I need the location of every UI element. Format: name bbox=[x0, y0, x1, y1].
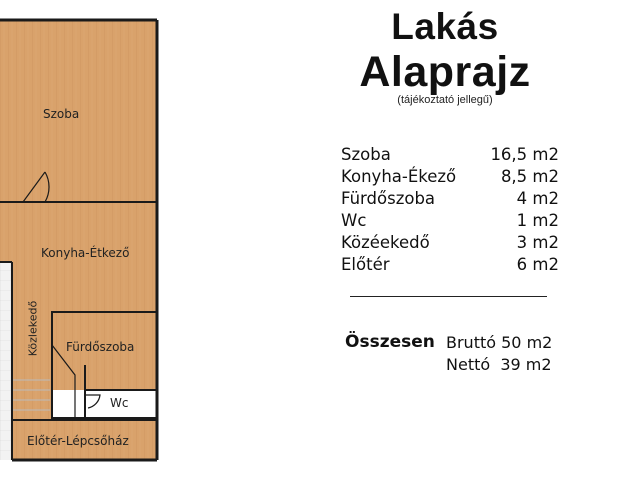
total-label: Összesen bbox=[345, 332, 435, 352]
area-name: Konyha-Ékező bbox=[341, 167, 457, 186]
room-label-furdoszoba: Fürdőszoba bbox=[66, 340, 135, 354]
area-name: Wc bbox=[341, 211, 367, 230]
area-value: 8,5 m2 bbox=[500, 167, 559, 186]
page-title-line1: Lakás bbox=[391, 6, 499, 47]
total-net: Nettó 39 m2 bbox=[446, 355, 552, 374]
area-row bbox=[341, 144, 559, 166]
area-table bbox=[341, 144, 559, 276]
room-furdoszoba-floor bbox=[52, 262, 157, 390]
area-value: 16,5 m2 bbox=[490, 145, 559, 164]
area-name: Közéekedő bbox=[341, 233, 430, 252]
floor-plan-drawing bbox=[0, 0, 170, 470]
room-label-eloter: Előtér-Lépcsőház bbox=[27, 434, 129, 448]
floor-plan bbox=[0, 0, 170, 470]
area-row bbox=[341, 232, 559, 254]
area-name: Szoba bbox=[341, 145, 391, 164]
area-row bbox=[341, 166, 559, 188]
total-gross: Bruttó 50 m2 bbox=[446, 333, 553, 352]
area-row bbox=[341, 210, 559, 232]
area-name: Előtér bbox=[341, 255, 390, 274]
area-value: 6 m2 bbox=[516, 255, 559, 274]
area-value: 4 m2 bbox=[516, 189, 559, 208]
room-label-konyha: Konyha-Étkező bbox=[41, 246, 130, 260]
area-value: 3 m2 bbox=[516, 233, 559, 252]
divider-line bbox=[350, 296, 547, 297]
area-row bbox=[341, 188, 559, 210]
page-title-line2: Alaprajz bbox=[359, 48, 531, 96]
area-row bbox=[341, 254, 559, 276]
room-label-wc: Wc bbox=[110, 396, 129, 410]
page-subtitle: (tájékoztató jellegű) bbox=[397, 94, 493, 106]
room-label-szoba: Szoba bbox=[43, 107, 80, 121]
room-label-kozlekedo: Közlekedő bbox=[26, 300, 40, 357]
area-value: 1 m2 bbox=[516, 211, 559, 230]
area-name: Fürdőszoba bbox=[341, 189, 436, 208]
stairs bbox=[0, 262, 12, 460]
